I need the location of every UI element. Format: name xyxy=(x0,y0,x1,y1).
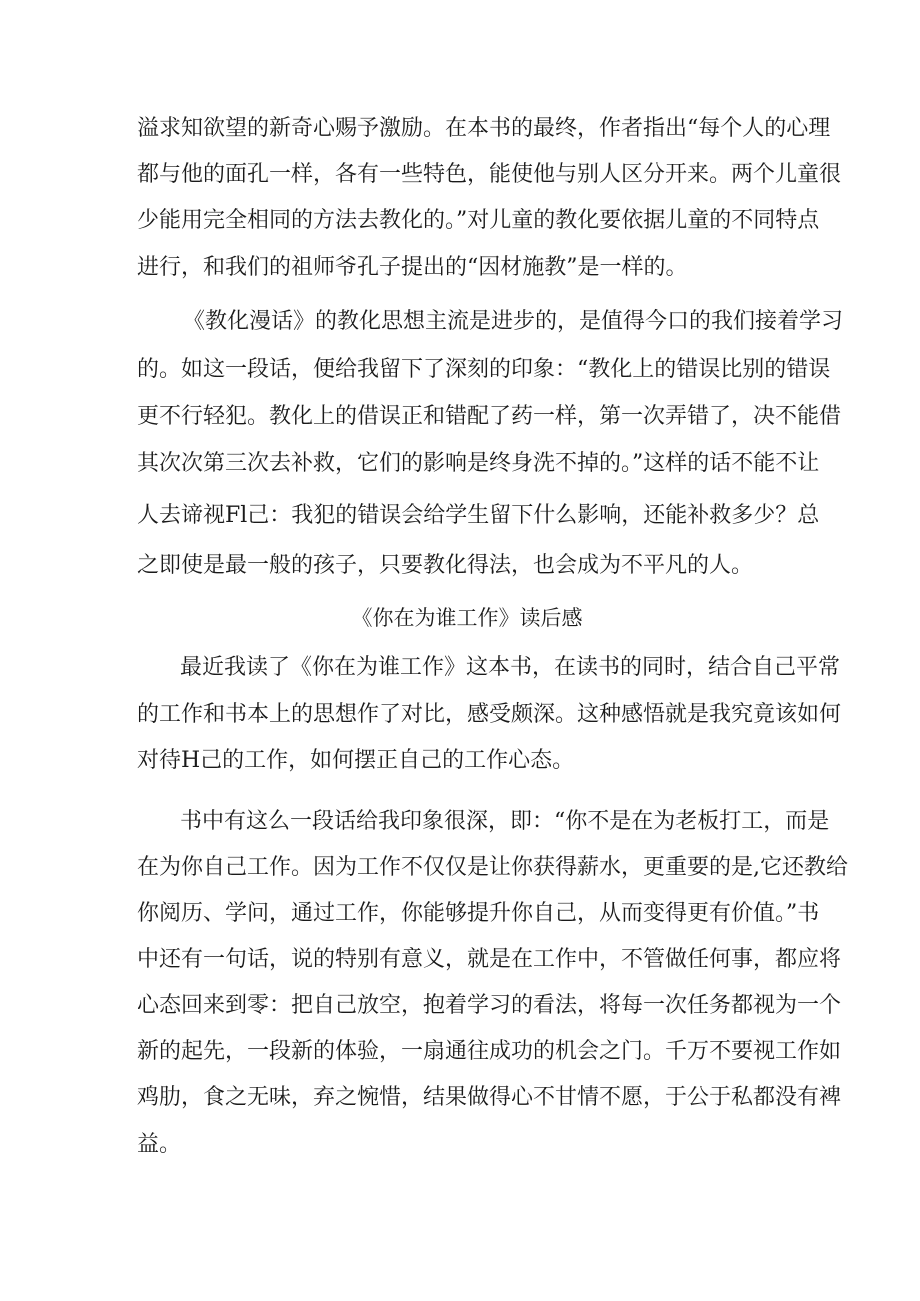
paragraph-line: 鸡肋，食之无味，弃之惋惜，结果做得心不甘情不愿，于公于私都没有裨 xyxy=(137,1085,842,1110)
paragraph-line: 你阅历、学问，通过工作，你能够提升你自己，从而变得更有价值。”书 xyxy=(137,901,820,926)
paragraph-line: 其次次第三次去补救，它们的影响是终身洗不掉的。”这样的话不能不让 xyxy=(137,451,820,476)
paragraph-line: 对待H己的工作，如何摆正自己的工作心态。 xyxy=(137,748,575,773)
paragraph-line: 都与他的面孔一样，各有一些特色，能使他与别人区分开来。两个儿童很 xyxy=(137,162,842,187)
paragraph-line: 溢求知欲望的新奇心赐予激励。在本书的最终，作者指出“每个人的心理 xyxy=(137,116,831,141)
paragraph-line: 进行，和我们的祖师爷孔子提出的“因材施教”是一样的。 xyxy=(137,255,688,280)
paragraph-line: 益。 xyxy=(137,1132,182,1157)
paragraph-line: 中还有一句话，说的特别有意义，就是在工作中，不管做任何事，都应将 xyxy=(137,947,842,972)
paragraph-line: 更不行轻犯。教化上的借误正和错配了药一样，第一次弄错了，决不能借 xyxy=(137,404,842,429)
paragraph-line: 少能用完全相同的方法去教化的。”对儿童的教化要依据儿童的不同特点 xyxy=(137,208,820,233)
paragraph-line: 之即使是最一般的孩子，只要教化得法，也会成为不平凡的人。 xyxy=(137,553,754,578)
paragraph-line: 最近我读了《你在为谁工作》这本书，在读书的同时，结合自己平常 xyxy=(180,655,841,680)
section-title: 《你在为谁工作》读后感 xyxy=(351,606,583,630)
paragraph-line: 心态回来到零：把自己放空，抱着学习的看法，将每一次任务都视为一个 xyxy=(137,993,842,1018)
paragraph-line: 人去谛视Fl己：我犯的错误会给学生留下什么影响，还能补救多少？总 xyxy=(137,503,820,528)
paragraph-line: 书中有这么一段话给我印象很深，即：“你不是在为老板打工，而是 xyxy=(180,809,830,834)
paragraph-line: 的。如这一段话，便给我留下了深刻的印象：“教化上的错误比别的错误 xyxy=(137,357,831,382)
paragraph-line: 在为你自己工作。因为工作不仅仅是让你获得薪水，更重要的是,它还教给 xyxy=(137,855,848,880)
paragraph-line: 《教化漫话》的教化思想主流是进步的，是值得今口的我们接着学习 xyxy=(183,309,844,334)
paragraph-line: 新的起先，一段新的体验，一扇通往成功的机会之门。千万不要视工作如 xyxy=(137,1039,842,1064)
paragraph-line: 的工作和书本上的思想作了对比，感受颇深。这种感悟就是我究竟该如何 xyxy=(137,702,842,727)
